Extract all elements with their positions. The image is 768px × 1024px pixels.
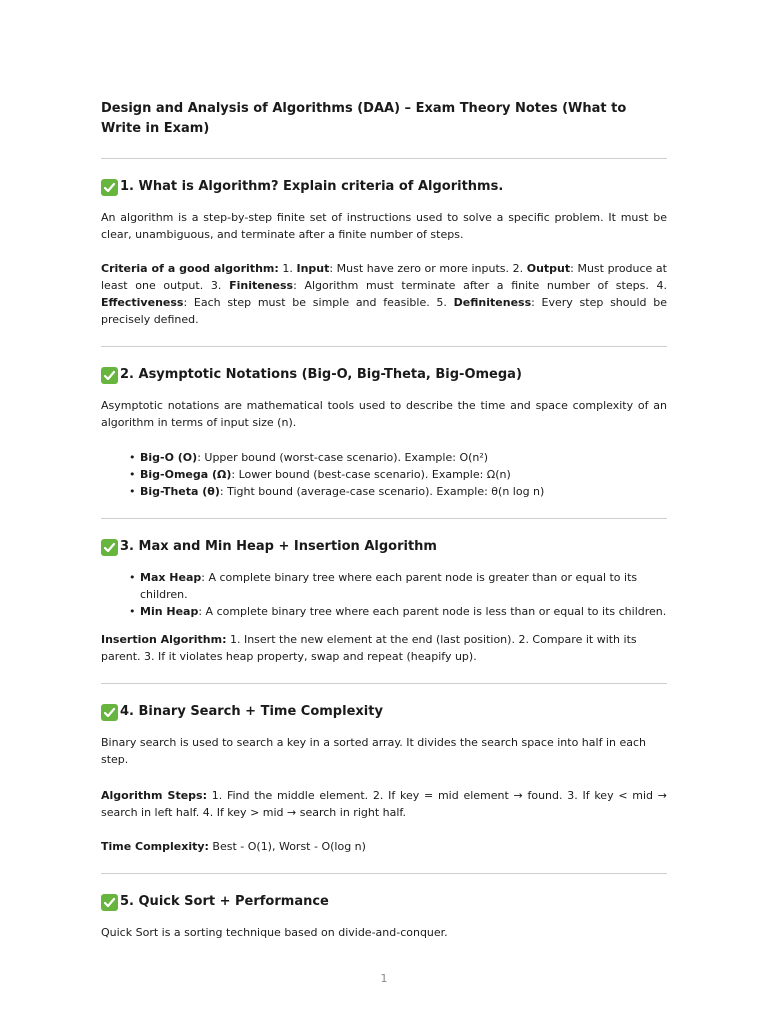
section-2: [101, 366, 667, 500]
steps-paragraph: Algorithm Steps: 1. Find the middle element. 2. If key = mid element → found. 3. If key < mid → search in left half. 4. If key > mid → search in right half.: [101, 789, 667, 819]
divider: [101, 158, 667, 159]
time-complexity: Time Complexity: Best - O(1), Worst - O(log n): [101, 840, 366, 853]
insertion-paragraph: Insertion Algorithm: 1. Insert the new element at the end (last position). 2. Compare it with its parent. 3. If it violates heap property, swap and repeat (heapify up).: [101, 633, 637, 663]
check-mark-icon: [101, 894, 118, 911]
section-heading: [101, 178, 667, 196]
section-heading-text: 3. Max and Min Heap + Insertion Algorithm: [120, 539, 437, 554]
page-number: 1: [380, 972, 388, 985]
divider: [101, 518, 667, 519]
section-4: [101, 703, 667, 855]
section-5: [101, 893, 667, 941]
section-heading: [101, 538, 667, 556]
check-mark-icon: [101, 367, 118, 384]
divider: [101, 683, 667, 684]
check-mark-icon: [101, 179, 118, 196]
section-heading: [101, 893, 667, 911]
section-heading-text: 5. Quick Sort + Performance: [120, 894, 329, 909]
list-item: • Big-O (O): Upper bound (worst-case scenario). Example: O(n²): [129, 451, 489, 464]
section-intro: Quick Sort is a sorting technique based on divide-and-conquer.: [101, 926, 448, 939]
section-1: [101, 178, 667, 328]
section-heading: [101, 703, 667, 721]
list-item: • Min Heap: A complete binary tree where each parent node is less than or equal to its children.: [129, 605, 667, 618]
section-heading-text: 1. What is Algorithm? Explain criteria of Algorithms.: [120, 179, 504, 194]
check-mark-icon: [101, 704, 118, 721]
section-heading: [101, 366, 667, 384]
divider: [101, 873, 667, 874]
heap-list: [101, 569, 667, 620]
section-3: [101, 538, 667, 665]
document-title: Design and Analysis of Algorithms (DAA) – Exam Theory Notes (What to Write in Exam): [101, 101, 627, 136]
criteria-paragraph: Criteria of a good algorithm: 1. Input: Must have zero or more inputs. 2. Output: Must produce at least one output. 3. Finiteness: Algorithm must terminate after a finite number of steps. 4. Effectiveness: Each step must be simple and feasible. 5. Definiteness: Every step should be precisely defined.: [101, 262, 667, 326]
document-page: [101, 99, 667, 941]
list-item: • Big-Omega (Ω): Lower bound (best-case scenario). Example: Ω(n): [129, 468, 511, 481]
list-item: • Big-Theta (θ): Tight bound (average-case scenario). Example: θ(n log n): [129, 485, 545, 498]
section-heading-text: 4. Binary Search + Time Complexity: [120, 704, 383, 719]
section-intro: An algorithm is a step-by-step finite set of instructions used to solve a specific problem. It must be clear, unambiguous, and terminate after a finite number of steps.: [101, 211, 667, 241]
section-heading-text: 2. Asymptotic Notations (Big-O, Big-Theta, Big-Omega): [120, 367, 522, 382]
list-item: • Max Heap: A complete binary tree where each parent node is greater than or equal to its children.: [129, 571, 638, 601]
divider: [101, 346, 667, 347]
check-mark-icon: [101, 539, 118, 556]
notation-list: [101, 449, 667, 500]
section-intro: Asymptotic notations are mathematical tools used to describe the time and space complexity of an algorithm in terms of input size (n).: [101, 399, 667, 429]
section-intro: Binary search is used to search a key in a sorted array. It divides the search space into half in each step.: [101, 736, 646, 766]
